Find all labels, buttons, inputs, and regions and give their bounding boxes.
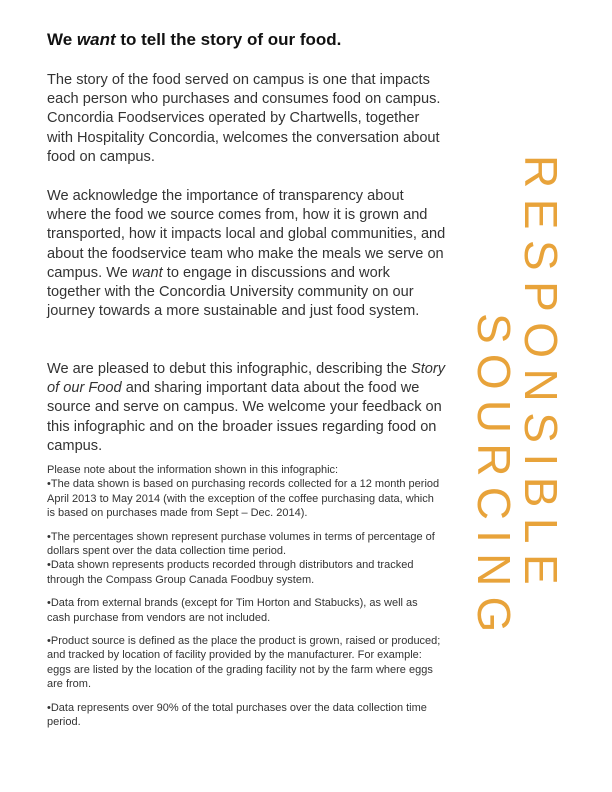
note-item: •The data shown is based on purchasing records collected for a 12 month period April 2013 to May 2014 (with the exception of the coffee purchasing data, which is based on purchases made from Sept – Dec. 2014). [47,478,440,520]
title-emphasis: want [76,30,116,49]
transparency-text-after: to engage in discussions and work together with the Concordia University community on our journey towards a more sustainable and just food system. [47,264,420,320]
notes-intro: Please note about the information shown in this infographic: [47,464,339,476]
note-item: •Product source is defined as the place the product is grown, raised or produced; and tracked by location of facility provided by the manufacturer. For example: eggs are listed by the location of the grading facility not by the farm where eggs are from. [47,635,441,691]
notes-section [47,463,442,739]
infographic-emphasis: Story of our Food [47,361,446,397]
vertical-heading-sourcing: SOURCING [468,313,520,643]
infographic-paragraph [47,360,447,456]
note-item: •Data represents over 90% of the total purchases over the data collection time period. [47,701,427,729]
intro-paragraph: The story of the food served on campus is one that impacts each person who purchases and consumes food on campus. Concordia Foodservices operated by Chartwells, together with Hospitality Concordia, welcomes the conversation about food on campus. [47,72,441,165]
title-after: to tell the story of our food. [115,30,342,49]
title-before: We [47,30,77,49]
note-item: •Data from external brands (except for Tim Horton and Stabucks), as well as cash purchase from vendors are not included. [47,597,418,624]
vertical-heading-responsible: RESPONSIBLE [515,155,567,596]
transparency-paragraph [47,187,447,321]
infographic-text-after: and sharing important data about the food we source and serve on campus. We welcome your feedback on this infographic and on the broader issues regarding food on campus. [47,380,442,454]
note-item: •Data shown represents products recorded through distributors and tracked through the Compass Group Canada Foodbuy system. [47,559,414,586]
note-item: •The percentages shown represent purchase volumes in terms of percentage of dollars spent over the data collection time period. [47,530,435,558]
page-title [47,30,341,50]
transparency-text-before: We acknowledge the importance of transparency about where the food we source comes from, how it is grown and transported, how it impacts local and global communities, and about the foodservice team who make the meals we serve on campus. We [47,188,446,281]
transparency-emphasis: want [131,264,163,281]
infographic-text-before: We are pleased to debut this infographic, describing the [47,361,411,377]
